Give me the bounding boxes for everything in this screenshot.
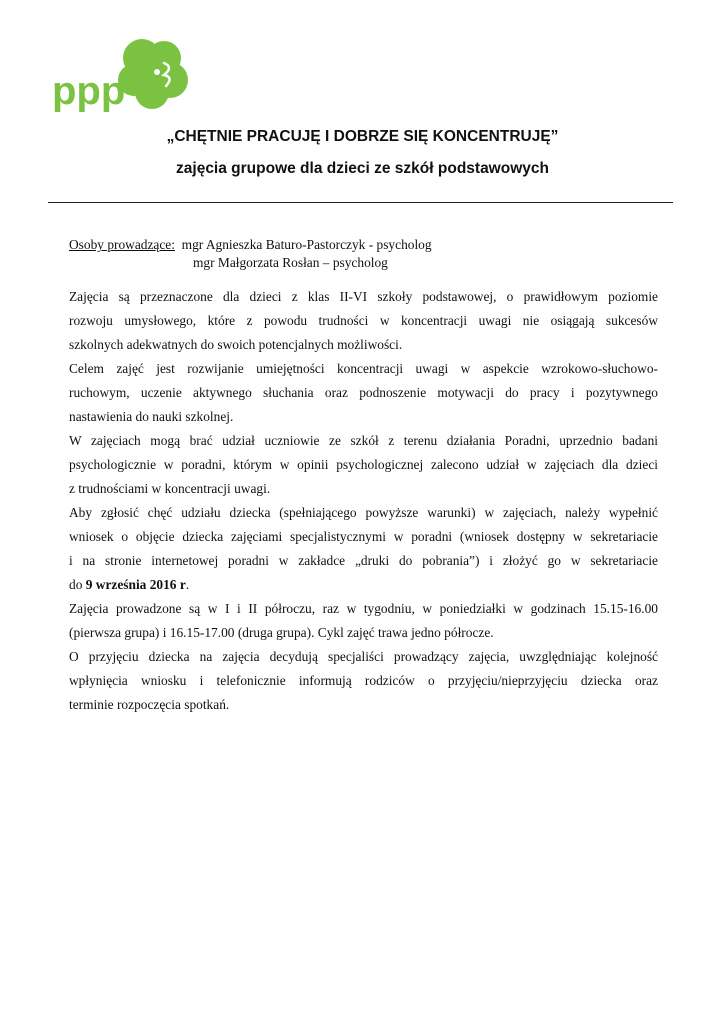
text-line: O przyjęciu dziecka na zajęcia decydują specjaliści prowadzący zajęcia, uwzględniając kolejność [69, 649, 658, 664]
text-line: terminie rozpoczęcia spotkań. [69, 697, 230, 712]
deadline-line [69, 573, 658, 597]
leaders-block [69, 236, 432, 272]
text-line: Aby zgłosić chęć udziału dziecka (spełniającego powyższe warunki) w zajęciach, należy wypełnić [69, 505, 658, 520]
separator-line [48, 202, 673, 203]
text-line: wpłynięcia wniosku i telefonicznie informują rodziców o przyjęciu/nieprzyjęciu dziecka oraz [69, 673, 658, 688]
text-line: Zajęcia są przeznaczone dla dzieci z klas II-VI szkoły podstawowej, o prawidłowym poziomie [69, 289, 658, 304]
leaders-label: Osoby prowadzące: [69, 237, 175, 252]
deadline-prefix: do [69, 577, 86, 592]
text-line: Celem zajęć jest rozwijanie umiejętności koncentracji uwagi w aspekcie wzrokowo-słuchowo- [69, 361, 658, 376]
text-line: W zajęciach mogą brać udział uczniowie ze szkół z terenu działania Poradni, uprzednio badani [69, 433, 658, 448]
svg-text:ppp: ppp [52, 69, 126, 112]
document-subtitle: zajęcia grupowe dla dzieci ze szkół podstawowych [176, 160, 549, 177]
leader-name: mgr Agnieszka Baturo-Pastorczyk - psycholog [181, 237, 432, 252]
ppp-logo [52, 36, 192, 112]
text-line: Zajęcia prowadzone są w I i II półroczu, raz w tygodniu, w poniedziałki w godzinach 15.15-16.00 [69, 601, 658, 616]
text-line: (pierwsza grupa) i 16.15-17.00 (druga grupa). Cykl zajęć trawa jedno półrocze. [69, 625, 494, 640]
text-line: ruchowym, uczenie aktywnego słuchania oraz podnoszenie motywacji do pracy i pozytywnego [69, 385, 658, 400]
deadline-suffix: . [185, 577, 190, 592]
text-line: rozwoju umysłowego, które z powodu trudności w koncentracji uwagi nie osiągają sukcesów [69, 313, 658, 328]
text-line: z trudnościami w koncentracji uwagi. [69, 481, 271, 496]
text-line: psychologicznie w poradni, którym w opinii psychologicznej zalecono udział w zajęciach dla dzieci [69, 457, 658, 472]
document-title: „CHĘTNIE PRACUJĘ I DOBRZE SIĘ KONCENTRUJĘ” [166, 128, 559, 145]
deadline-date: 9 września 2016 r [85, 577, 186, 592]
text-line: i na stronie internetowej poradni w zakładce „druki do pobrania”) i złożyć go w sekretariacie [69, 553, 658, 568]
text-line: szkolnych adekwatnych do swoich potencjalnych możliwości. [69, 337, 403, 352]
text-line: nastawienia do nauki szkolnej. [69, 409, 234, 424]
leader-name: mgr Małgorzata Rosłan – psycholog [193, 255, 388, 270]
body-text [69, 285, 658, 717]
text-line: wniosek o objęcie dziecka zajęciami specjalistycznymi w poradni (wniosek dostępny w sekretariacie [69, 529, 658, 544]
